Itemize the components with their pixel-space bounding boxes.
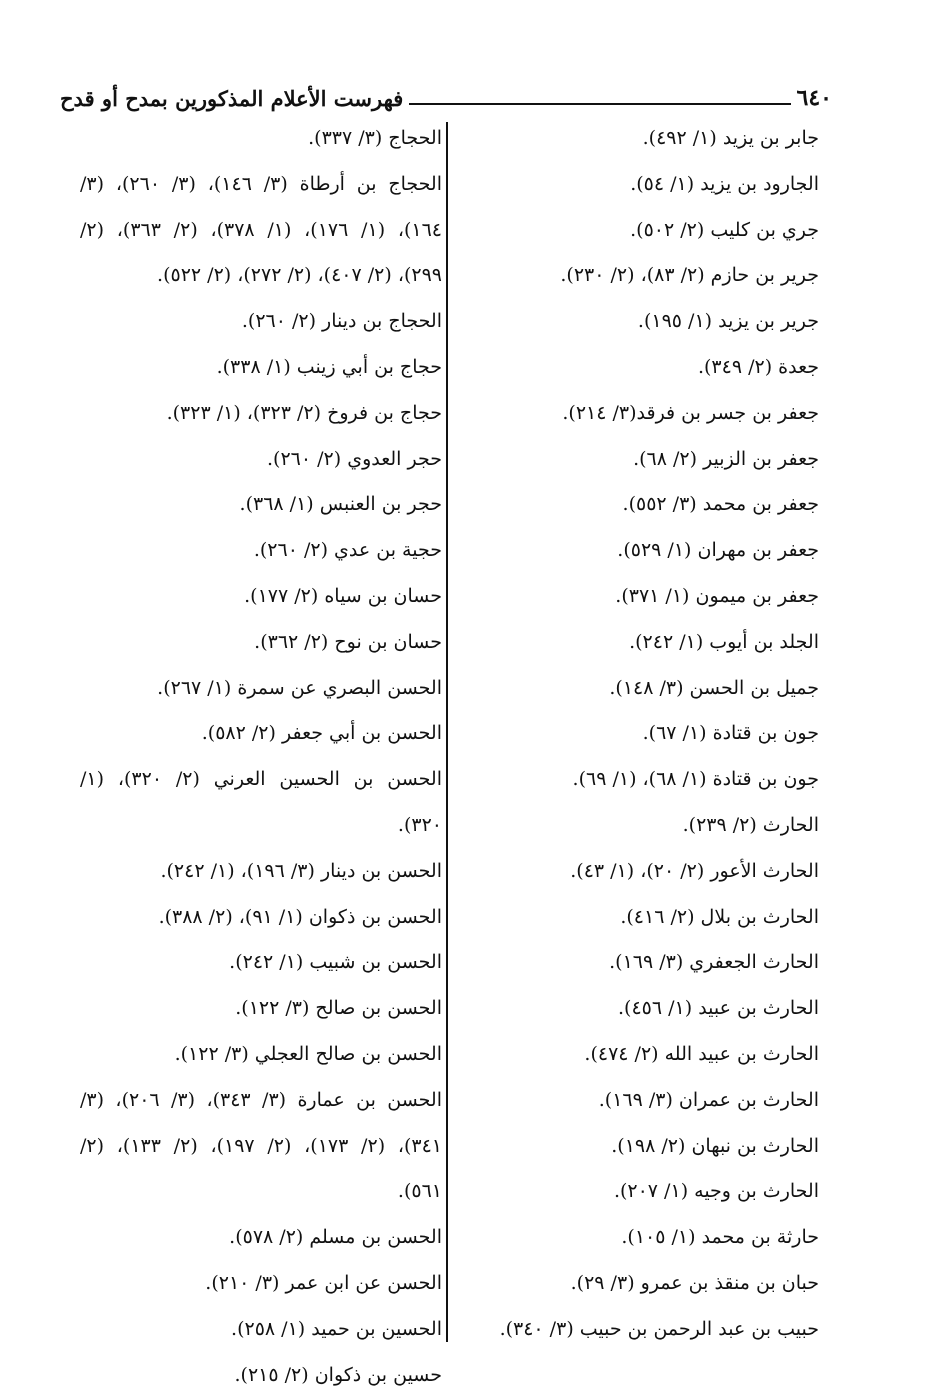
page-title: فهرست الأعلام المذكورين بمدح أو قدح bbox=[60, 85, 404, 111]
index-entry: حبيب بن عبد الرحمن بن حبيب (٣/ ٣٤٠). bbox=[499, 1317, 819, 1340]
header-rule bbox=[409, 103, 790, 105]
page-header bbox=[60, 78, 832, 118]
index-entry: حجر العدوي (٢/ ٢٦٠). bbox=[267, 447, 442, 470]
index-entry: جعدة (٢/ ٣٤٩). bbox=[697, 355, 819, 378]
index-entry: الحجاج (٣/ ٣٣٧). bbox=[308, 127, 442, 149]
index-entry: جرير بن حازم (٢/ ٨٣)، (٢/ ٢٣٠). bbox=[560, 264, 819, 287]
index-entry: الحارث الأعور (٢/ ٢٠)، (١/ ٤٣). bbox=[570, 859, 819, 882]
index-entry: الحارث (٢/ ٢٣٩). bbox=[682, 813, 819, 836]
index-entry: حسين بن ذكوان (٢/ ٢١٥). bbox=[234, 1363, 442, 1386]
index-entry: جعفر بن محمد (٣/ ٥٥٢). bbox=[622, 493, 819, 516]
index-entry: الحسن عن ابن عمر (٣/ ٢١٠). bbox=[205, 1271, 442, 1294]
index-entry: الحسن بن دينار (٣/ ١٩٦)، (١/ ٢٤٢). bbox=[160, 859, 442, 882]
index-entry: الحارث بن عمران (٣/ ١٦٩). bbox=[598, 1088, 819, 1111]
index-entry: الحجاج بن أرطاة (٣/ ١٤٦)، (٣/ ٢٦٠)، (٣/ ١٦٤)، (١/ ١٧٦)، (١/ ٣٧٨)، (٢/ ٣٦٣)، (٢/ ٢٩٩)، (٢/ ٤٠٧)، (٢/ ٢٧٢)، (٢/ ٥٢٢). bbox=[80, 172, 443, 287]
index-entry: الحسن بن شبيب (١/ ٢٤٢). bbox=[229, 951, 442, 974]
index-entry: جون بن قتادة (١/ ٦٧). bbox=[642, 722, 819, 745]
index-entry: جون بن قتادة (١/ ٦٨)، (١/ ٦٩). bbox=[572, 768, 819, 791]
index-entry: الحارث الجعفري (٣/ ١٦٩). bbox=[609, 951, 819, 974]
index-column-left bbox=[80, 116, 442, 1398]
page-number: ٦٤٠ bbox=[796, 85, 832, 111]
index-entry: حجاج بن أبي زينب (١/ ٣٣٨). bbox=[216, 355, 442, 378]
index-entry: الحارث بن بلال (٢/ ٤١٦). bbox=[620, 905, 819, 928]
index-entry: جعفر بن مهران (١/ ٥٢٩). bbox=[617, 539, 819, 562]
index-entry: الحسين بن حميد (١/ ٢٥٨). bbox=[231, 1317, 442, 1340]
index-entry: جابر بن يزيد (١/ ٤٩٢). bbox=[642, 127, 819, 149]
index-entry: الحسن بن مسلم (٢/ ٥٧٨). bbox=[229, 1226, 442, 1249]
index-entry: الحسن بن عمارة (٣/ ٣٤٣)، (٣/ ٢٠٦)، (٣/ ٣٤١)، (٢/ ١٧٣)، (٢/ ١٩٧)، (٢/ ١٣٣)، (٢/ ٥٦١). bbox=[80, 1088, 443, 1203]
index-entry: جعفر بن جسر بن فرقد(٣/ ٢١٤). bbox=[562, 401, 819, 424]
index-entry: الحسن بن أبي جعفر (٢/ ٥٨٢). bbox=[201, 722, 442, 745]
index-entry: حارثة بن محمد (١/ ١٠٥). bbox=[621, 1226, 819, 1249]
index-entry: الحارث بن نبهان (٢/ ١٩٨). bbox=[611, 1134, 819, 1157]
index-entry: الحسن بن ذكوان (١/ ٩١)، (٢/ ٣٨٨). bbox=[158, 905, 442, 928]
index-entry: الجارود بن يزيد (١/ ٥٤). bbox=[630, 172, 819, 195]
index-entry: الحسن بن صالح العجلي (٣/ ١٢٢). bbox=[174, 1042, 442, 1065]
index-column-right bbox=[474, 116, 819, 1353]
index-entry: جرير بن يزيد (١/ ١٩٥). bbox=[637, 310, 819, 333]
index-entry: الحجاج بن دينار (٢/ ٢٦٠). bbox=[241, 310, 442, 333]
index-entry: جميل بن الحسن (٣/ ١٤٨). bbox=[609, 676, 819, 699]
index-entry: الحارث بن وجيه (١/ ٢٠٧). bbox=[613, 1180, 819, 1203]
index-entry: الحارث بن عبيد الله (٢/ ٤٧٤). bbox=[584, 1042, 819, 1065]
index-entry: الحارث بن عبيد (١/ ٤٥٦). bbox=[618, 997, 819, 1020]
index-entry: جري بن كليب (٢/ ٥٠٢). bbox=[630, 218, 819, 241]
index-entry: جعفر بن ميمون (١/ ٣٧١). bbox=[615, 584, 819, 607]
index-entry: جعفر بن الزبير (٢/ ٦٨). bbox=[633, 447, 819, 470]
index-entry: حبان بن منقذ بن عمرو (٣/ ٢٩). bbox=[570, 1271, 819, 1294]
index-entry: الحسن بن صالح (٣/ ١٢٢). bbox=[235, 997, 442, 1020]
column-divider bbox=[446, 122, 448, 1342]
index-entry: حسان بن نوح (٢/ ٣٦٢). bbox=[254, 630, 442, 653]
index-entry: حجر بن العنبس (١/ ٣٦٨). bbox=[239, 493, 442, 516]
index-entry: الحسن البصري عن سمرة (١/ ٢٦٧). bbox=[157, 676, 442, 699]
index-entry: حجية بن عدي (٢/ ٢٦٠). bbox=[253, 539, 442, 562]
index-entry: الجلد بن أيوب (١/ ٢٤٢). bbox=[629, 630, 819, 653]
index-entry: حجاج بن فروخ (٢/ ٣٢٣)، (١/ ٣٢٣). bbox=[166, 401, 442, 424]
index-entry: حسان بن سياه (٢/ ١٧٧). bbox=[244, 584, 442, 607]
index-entry: الحسن بن الحسين العرني (٢/ ٣٢٠)، (١/ ٣٢٠). bbox=[80, 768, 442, 836]
